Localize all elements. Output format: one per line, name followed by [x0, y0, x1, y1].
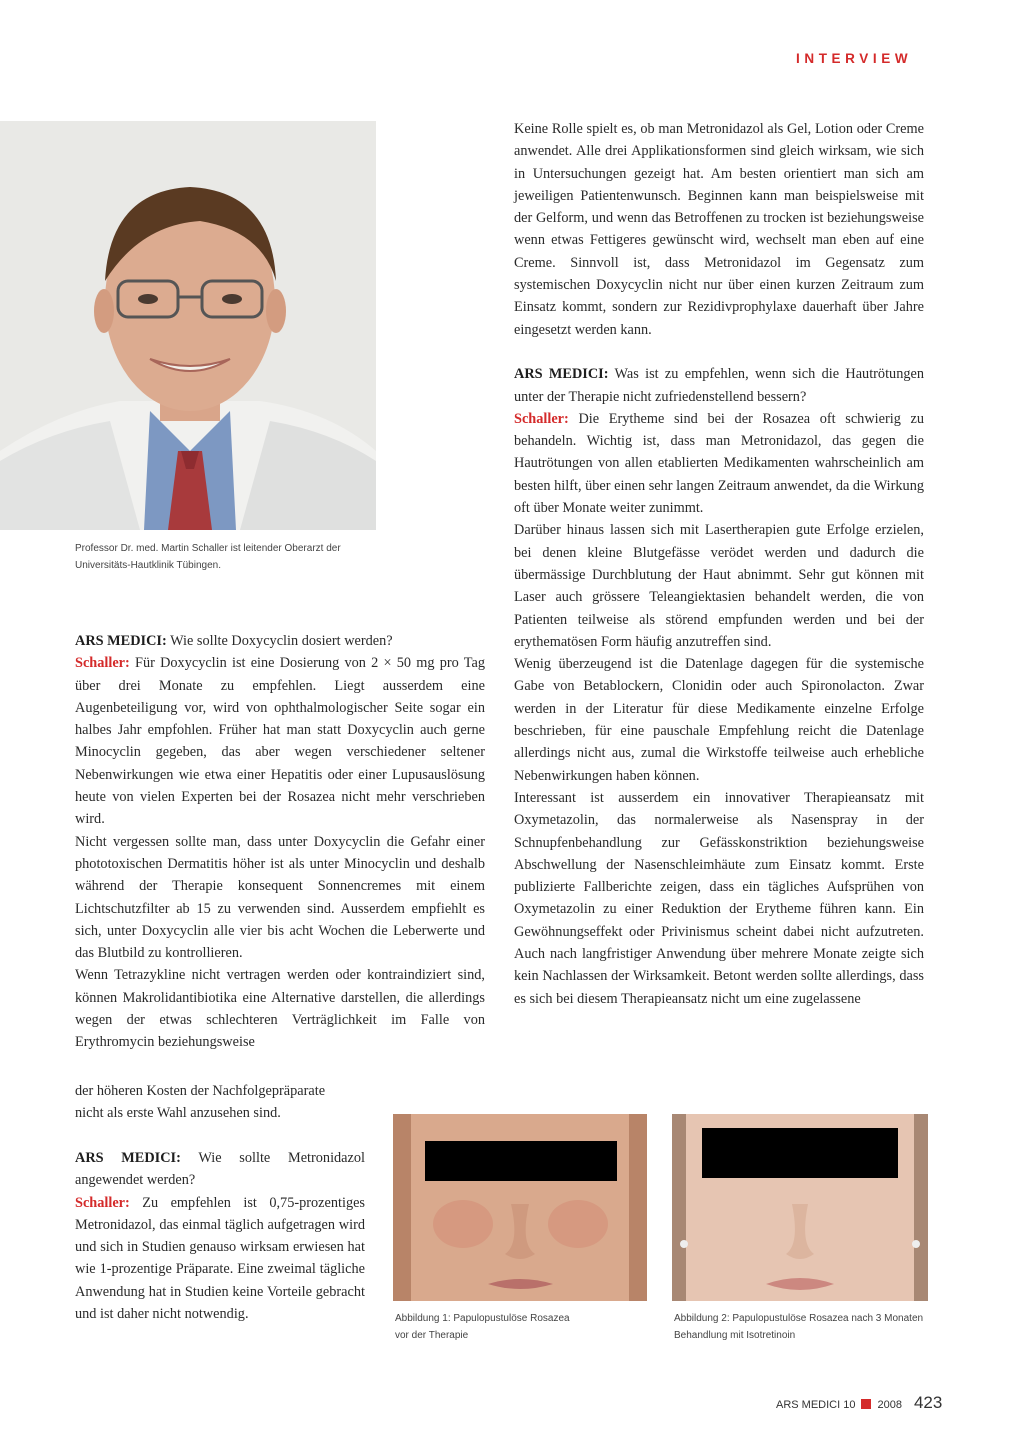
question-text: Wie sollte Doxycyclin dosiert werden?	[166, 633, 393, 649]
question-lead: ARS MEDICI:	[75, 1150, 181, 1166]
page-footer	[776, 1393, 942, 1413]
question-hautroetungen	[514, 363, 924, 408]
answer-lead: Schaller:	[514, 410, 569, 427]
section-label: INTERVIEW	[796, 51, 913, 66]
question-text: Was ist zu empfehlen, wenn sich die Hautrötungen unter der Therapie nicht zufriedenstellend bessern?	[514, 366, 924, 405]
right-column-text	[514, 118, 924, 1010]
paragraph-laser: Darüber hinaus lassen sich mit Lasertherapien gute Erfolge erzielen, bei denen kleine Blutgefässe verödet werden und dadurch die übermässige Durchblutung der Haut abnimmt. Sehr gut können mit Laser auch grössere Teleangiektasien behandelt werden, die von Patienten teilweise als störend empfunden werden und bei der erythematösen Form häufig anzutreffen sind.	[514, 522, 924, 650]
journal-name: ARS MEDICI 10	[776, 1399, 856, 1411]
question-lead: ARS MEDICI:	[514, 366, 609, 383]
question-lead: ARS MEDICI:	[75, 633, 167, 649]
paragraph-makrolide: Wenn Tetrazykline nicht vertragen werden oder kontraindiziert sind, können Makrolidantibiotika eine Alternative darstellen, die allerdings wegen der etwas schlechteren Verträglichkeit im Falle von Erythromycin beziehungsweise	[75, 967, 485, 1051]
figure-caption-line: vor der Therapie	[395, 1330, 469, 1341]
answer-lead: Schaller:	[75, 655, 130, 672]
question-metronidazol	[75, 1147, 365, 1192]
question-doxycyclin	[75, 630, 485, 652]
paragraph-oxymetazolin: Interessant ist ausserdem ein innovativer Therapieansatz mit Oxymetazolin, das normalerweise als Nasenspray in der Schnupfenbehandlung zur Gefässkonstriktion beziehungsweise Abschwellung der Nasenschleimhäute zum Einsatz kommt. Erste publizierte Fallberichte zeigen, dass ein tägliches Aufsprühen von Oxymetazolin zu einer Reduktion der Erytheme führen kann. Ein Gewöhnungseffekt oder Privinismus scheint dabei nicht aufzutreten. Auch nach langfristiger Anwendung über mehrere Monate zeigte sich kein Nachlassen der Wirksamkeit. Betont werden sollte allerdings, dass es sich bei diesem Therapieansatz nicht um eine zugelassene	[514, 789, 924, 1007]
paragraph-applikation: Keine Rolle spielt es, ob man Metronidazol als Gel, Lotion oder Creme anwendet. Alle drei Applikationsformen sind gleich wirksam, wie sich in Untersuchungen gezeigt hat. Am besten orientiert man sich am jeweiligen Patientenwunsch. Beginnen kann man beispielsweise mit der Gelform, und wenn das Betroffenen zu trocken ist beziehungsweise wenn etwas Fettigeres gewünscht wird, wechselt man eben auf eine Creme. Sinnvoll ist, dass Metronidazol im Gegensatz zum systemischen Doxycyclin nicht nur über einen kurzen Zeitraum zum Einsatz kommt, sondern zur Rezidivprophylaxe dauerhaft über Jahre eingesetzt werden kann.	[514, 121, 924, 338]
answer-text: Zu empfehlen ist 0,75-prozentiges Metronidazol, das einmal täglich aufgetragen wird und sich in Studien genauso wirksam erwiesen hat wie 1-prozentige Präparate. Eine zweimal tägliche Anwendung hat in Studien keine Vorteile gebracht und ist daher nicht notwendig.	[75, 1194, 365, 1323]
left-column-lower	[75, 1080, 365, 1125]
paragraph-betablocker: Wenig überzeugend ist die Datenlage dagegen für die systemische Gabe von Betablockern, Clonidin oder auch Spironolacton. Zwar werden in der Literatur für diese Medikamente einzelne Erfolge beschrieben, für eine pauschale Empfehlung reicht die Datenlage allerdings nicht aus, zumal die Wirkstoffe teilweise auch erhebliche Nebenwirkungen haben können.	[514, 656, 924, 784]
portrait-caption-line: Universitäts-Hautklinik Tübingen.	[75, 560, 221, 571]
portrait-caption-line: Professor Dr. med. Martin Schaller ist leitender Oberarzt der	[75, 543, 341, 554]
figure-1-caption	[395, 1310, 645, 1344]
answer-text: Für Doxycyclin ist eine Dosierung von 2 × 50 mg pro Tag über drei Monate zu empfehlen. Liegt ausserdem eine Augenbeteiligung vor, wird von ophthalmologischer Seite sogar ein halbes Jahr empfohlen. Früher hat man statt Doxycyclin auch gerne Minocyclin gegeben, das aber wegen verschiedener seltener Nebenwirkungen wie etwa einer Hepatitis oder einer Lupusauslösung heute von vielen Experten bei der Rosazea nicht mehr verschrieben wird.	[75, 655, 485, 828]
paragraph-makrolide-end: der höheren Kosten der Nachfolgepräparate	[75, 1083, 326, 1099]
left-column-text	[75, 630, 485, 1054]
portrait-photo	[0, 121, 376, 530]
paragraph-phototoxic: Nicht vergessen sollte man, dass unter Doxycyclin die Gefahr einer phototoxischen Dermatitis höher ist als unter Minocyclin und deshalb während der Therapie konsequent Sonnencremes mit einem Lichtschutzfilter ab 15 zu verwenden sind. Ausserdem empfiehlt es sich, unter Doxycyclin alle vier bis acht Wochen die Leberwerte und das Blutbild zu kontrollieren.	[75, 833, 485, 962]
left-column-metronidazol	[75, 1147, 365, 1325]
red-square-icon	[861, 1399, 871, 1409]
figure-2-caption	[674, 1310, 930, 1344]
figure-caption-line: Behandlung mit Isotretinoin	[674, 1330, 796, 1341]
figure-1-photo	[393, 1114, 647, 1301]
answer-lead: Schaller:	[75, 1194, 130, 1211]
answer-hautroetungen	[514, 408, 924, 519]
figure-caption-line: Abbildung 2: Papulopustulöse Rosazea nach 3 Monaten	[674, 1313, 924, 1324]
figure-caption-line: Abbildung 1: Papulopustulöse Rosazea	[395, 1313, 570, 1324]
answer-text: Die Erytheme sind bei der Rosazea oft schwierig zu behandeln. Wichtig ist, dass man Metronidazol, das gegen die Hautrötungen von allen etablierten Medikamenten wahrscheinlich am besten hilft, über einen sehr langen Zeitraum anwendet, da die Wirkung oft über Monate weiter zunimmt.	[514, 410, 924, 517]
paragraph-makrolide-end: nicht als erste Wahl anzusehen sind.	[75, 1105, 281, 1122]
figure-2-photo	[672, 1114, 928, 1301]
page-number: 423	[913, 1393, 943, 1412]
question-text: Wie sollte Metronidazol angewendet werden?	[75, 1150, 365, 1189]
portrait-caption	[75, 540, 375, 574]
issue-year: 2008	[877, 1399, 902, 1411]
answer-doxycyclin	[75, 652, 485, 830]
answer-metronidazol	[75, 1192, 365, 1326]
